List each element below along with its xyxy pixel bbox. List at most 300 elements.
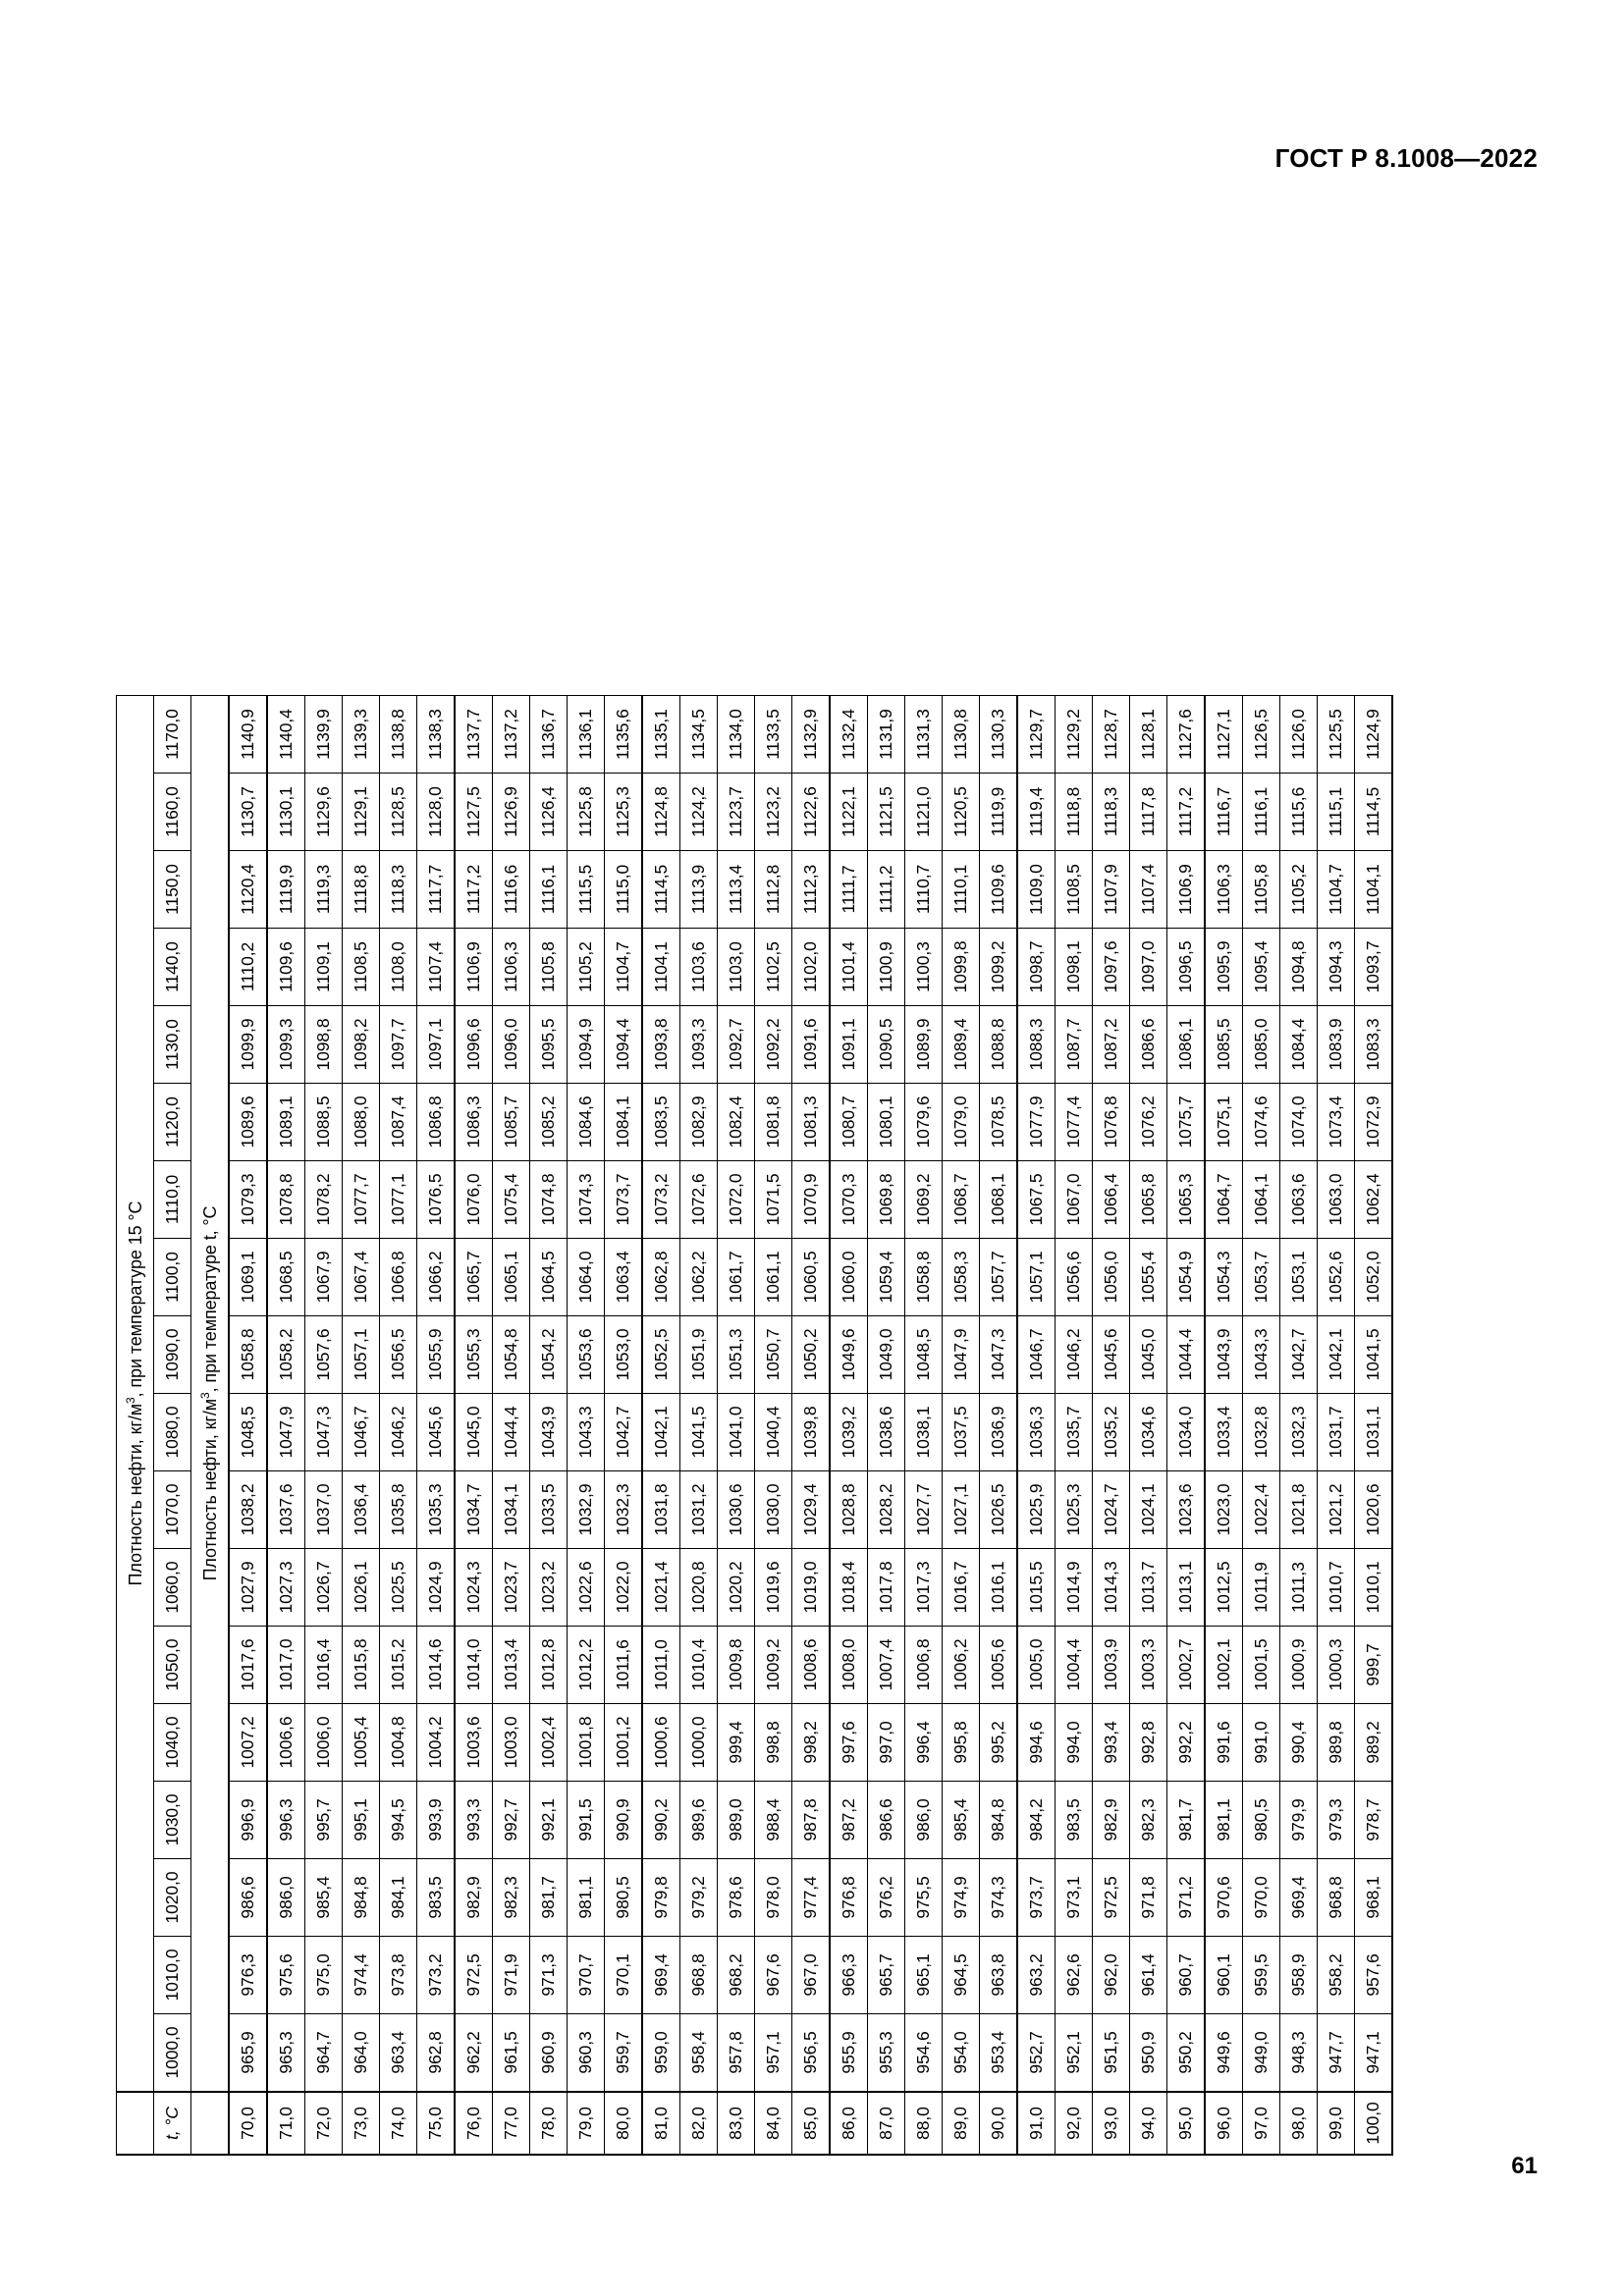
- density-cell: 993,4: [1093, 1704, 1130, 1782]
- density-cell: 1010,4: [680, 1627, 718, 1704]
- density-cell: 1016,4: [305, 1627, 343, 1704]
- density-cell: 990,4: [1280, 1704, 1318, 1782]
- density-cell: 981,7: [1167, 1782, 1206, 1859]
- density-column-header: 1110,0: [154, 1161, 191, 1239]
- density-cell: 991,5: [568, 1782, 605, 1859]
- density-cell: 1115,5: [568, 851, 605, 929]
- density-cell: 1023,6: [1167, 1471, 1206, 1549]
- density-cell: 1087,7: [1056, 1006, 1093, 1084]
- density-cell: 1063,4: [605, 1239, 643, 1316]
- density-cell: 981,1: [568, 1859, 605, 1937]
- density-cell: 1045,0: [1130, 1316, 1167, 1394]
- density-cell: 1004,8: [380, 1704, 417, 1782]
- density-cell: 1020,2: [718, 1549, 755, 1627]
- density-cell: 1054,8: [493, 1316, 530, 1394]
- density-cell: 1039,8: [792, 1394, 831, 1471]
- density-cell: 1017,8: [868, 1549, 905, 1627]
- density-cell: 960,3: [568, 2014, 605, 2093]
- density-cell: 1107,9: [1093, 851, 1130, 929]
- density-cell: 1135,6: [605, 696, 643, 774]
- density-cell: 1066,2: [417, 1239, 456, 1316]
- table-row: [305, 696, 343, 2156]
- density-column-header: 1100,0: [154, 1239, 191, 1316]
- density-cell: 1139,3: [343, 696, 380, 774]
- density-cell: 1013,7: [1130, 1549, 1167, 1627]
- density-cell: 950,2: [1167, 2014, 1206, 2093]
- density-cell: 1037,6: [267, 1471, 305, 1549]
- density-cell: 968,2: [718, 1937, 755, 2014]
- density-cell: 1001,8: [568, 1704, 605, 1782]
- temperature-cell: 97,0: [1243, 2092, 1280, 2155]
- density-cell: 1068,5: [267, 1239, 305, 1316]
- table-head: [117, 696, 230, 2156]
- density-cell: 1002,1: [1205, 1627, 1243, 1704]
- density-cell: 1001,2: [605, 1704, 643, 1782]
- density-cell: 1017,6: [229, 1627, 267, 1704]
- group-header-spacer: [191, 2092, 230, 2155]
- density-cell: 968,1: [1355, 1859, 1393, 1937]
- density-cell: 1057,7: [980, 1239, 1018, 1316]
- density-cell: 984,2: [1017, 1782, 1056, 1859]
- density-cell: 1105,8: [1243, 851, 1280, 929]
- temperature-cell: 99,0: [1318, 2092, 1355, 2155]
- density-cell: 994,0: [1056, 1704, 1093, 1782]
- density-cell: 961,4: [1130, 1937, 1167, 2014]
- density-cell: 1017,3: [905, 1549, 943, 1627]
- density-cell: 1065,3: [1167, 1161, 1206, 1239]
- table-row: [267, 696, 305, 2156]
- density-column-header: 1000,0: [154, 2014, 191, 2093]
- density-cell: 1014,9: [1056, 1549, 1093, 1627]
- density-column-header: 1050,0: [154, 1627, 191, 1704]
- density-cell: 1052,6: [1318, 1239, 1355, 1316]
- density-cell: 958,2: [1318, 1937, 1355, 2014]
- density-column-header: 1080,0: [154, 1394, 191, 1471]
- density-cell: 966,3: [830, 1937, 868, 2014]
- density-cell: 964,5: [943, 1937, 980, 2014]
- density-cell: 1091,6: [792, 1006, 831, 1084]
- density-cell: 1089,6: [229, 1084, 267, 1161]
- density-cell: 1135,1: [642, 696, 680, 774]
- density-cell: 1104,7: [1318, 851, 1355, 929]
- density-cell: 1116,6: [493, 851, 530, 929]
- density-cell: 1096,6: [455, 1006, 493, 1084]
- density-cell: 1070,3: [830, 1161, 868, 1239]
- density-cell: 986,6: [868, 1782, 905, 1859]
- density-cell: 1112,3: [792, 851, 831, 929]
- temperature-cell: 87,0: [868, 2092, 905, 2155]
- density-cell: 1066,8: [380, 1239, 417, 1316]
- density-cell: 1034,7: [455, 1471, 493, 1549]
- density-cell: 973,7: [1017, 1859, 1056, 1937]
- density-cell: 1074,3: [568, 1161, 605, 1239]
- density-cell: 1036,3: [1017, 1394, 1056, 1471]
- density-cell: 997,6: [830, 1704, 868, 1782]
- density-cell: 1090,5: [868, 1006, 905, 1084]
- density-cell: 1138,3: [417, 696, 456, 774]
- density-cell: 1002,4: [530, 1704, 568, 1782]
- density-cell: 1129,6: [305, 774, 343, 851]
- temperature-cell: 76,0: [455, 2092, 493, 2155]
- density-cell: 1088,0: [343, 1084, 380, 1161]
- table-row: [1056, 696, 1093, 2156]
- density-cell: 965,3: [267, 2014, 305, 2093]
- density-cell: 1067,0: [1056, 1161, 1093, 1239]
- density-cell: 1140,4: [267, 696, 305, 774]
- density-cell: 958,9: [1280, 1937, 1318, 2014]
- density-cell: 1063,0: [1318, 1161, 1355, 1239]
- temperature-cell: 82,0: [680, 2092, 718, 2155]
- density-column-header: 1160,0: [154, 774, 191, 851]
- density-cell: 1126,4: [530, 774, 568, 851]
- table-row: [680, 696, 718, 2156]
- temperature-cell: 73,0: [343, 2092, 380, 2155]
- density-cell: 1025,9: [1017, 1471, 1056, 1549]
- density-cell: 1009,2: [755, 1627, 792, 1704]
- density-cell: 1097,0: [1130, 929, 1167, 1006]
- density-cell: 1118,8: [343, 851, 380, 929]
- density-cell: 1109,6: [980, 851, 1018, 929]
- density-cell: 1095,9: [1205, 929, 1243, 1006]
- temperature-cell: 75,0: [417, 2092, 456, 2155]
- density-cell: 1028,8: [830, 1471, 868, 1549]
- density-cell: 1108,5: [343, 929, 380, 1006]
- density-cell: 1089,4: [943, 1006, 980, 1084]
- density-cell: 964,7: [305, 2014, 343, 2093]
- table-row: [1205, 696, 1243, 2156]
- density-cell: 1114,5: [1355, 774, 1393, 851]
- density-cell: 1064,1: [1243, 1161, 1280, 1239]
- density-cell: 1020,6: [1355, 1471, 1393, 1549]
- density-cell: 1088,8: [980, 1006, 1018, 1084]
- density-cell: 959,0: [642, 2014, 680, 2093]
- table-body: [229, 696, 1392, 2156]
- density-cell: 954,6: [905, 2014, 943, 2093]
- density-cell: 996,3: [267, 1782, 305, 1859]
- density-cell: 982,9: [1093, 1782, 1130, 1859]
- density-cell: 978,7: [1355, 1782, 1393, 1859]
- table-row: [493, 696, 530, 2156]
- density-cell: 1085,0: [1243, 1006, 1280, 1084]
- table-row: [417, 696, 456, 2156]
- density-cell: 1028,2: [868, 1471, 905, 1549]
- density-cell: 1037,5: [943, 1394, 980, 1471]
- density-cell: 976,8: [830, 1859, 868, 1937]
- density-cell: 1126,9: [493, 774, 530, 851]
- density-cell: 1057,6: [305, 1316, 343, 1394]
- density-cell: 1047,3: [305, 1394, 343, 1471]
- density-cell: 1021,8: [1280, 1471, 1318, 1549]
- density-cell: 1100,3: [905, 929, 943, 1006]
- density-cell: 1117,2: [455, 851, 493, 929]
- density-cell: 1042,7: [605, 1394, 643, 1471]
- density-cell: 1134,5: [680, 696, 718, 774]
- density-cell: 1082,9: [680, 1084, 718, 1161]
- density-cell: 1096,5: [1167, 929, 1206, 1006]
- density-cell: 986,0: [905, 1782, 943, 1859]
- density-cell: 1106,3: [1205, 851, 1243, 929]
- density-cell: 975,0: [305, 1937, 343, 2014]
- density-cell: 1015,8: [343, 1627, 380, 1704]
- density-cell: 1010,7: [1318, 1549, 1355, 1627]
- density-cell: 992,7: [493, 1782, 530, 1859]
- density-cell: 1123,2: [755, 774, 792, 851]
- density-cell: 949,0: [1243, 2014, 1280, 2093]
- density-cell: 978,6: [718, 1859, 755, 1937]
- density-cell: 1124,9: [1355, 696, 1393, 774]
- density-cell: 1069,1: [229, 1239, 267, 1316]
- density-cell: 1093,3: [680, 1006, 718, 1084]
- density-cell: 952,7: [1017, 2014, 1056, 2093]
- table-row: [718, 696, 755, 2156]
- density-cell: 984,1: [380, 1859, 417, 1937]
- density-cell: 1123,7: [718, 774, 755, 851]
- density-cell: 1035,7: [1056, 1394, 1093, 1471]
- density-cell: 993,9: [417, 1782, 456, 1859]
- density-cell: 1133,5: [755, 696, 792, 774]
- density-cell: 1005,6: [980, 1627, 1018, 1704]
- density-cell: 1049,0: [868, 1316, 905, 1394]
- density-cell: 950,9: [1130, 2014, 1167, 2093]
- density-cell: 974,9: [943, 1859, 980, 1937]
- density-cell: 999,4: [718, 1704, 755, 1782]
- density-cell: 962,8: [417, 2014, 456, 2093]
- density-cell: 1014,3: [1093, 1549, 1130, 1627]
- density-cell: 1005,4: [343, 1704, 380, 1782]
- density-cell: 1038,2: [229, 1471, 267, 1549]
- density-cell: 1066,4: [1093, 1161, 1130, 1239]
- density-cell: 1111,7: [830, 851, 868, 929]
- density-cell: 1130,1: [267, 774, 305, 851]
- density-cell: 1102,5: [755, 929, 792, 1006]
- density-cell: 971,8: [1130, 1859, 1167, 1937]
- density-cell: 1029,4: [792, 1471, 831, 1549]
- density-cell: 1021,4: [642, 1549, 680, 1627]
- density-cell: 1072,0: [718, 1161, 755, 1239]
- density-cell: 1027,9: [229, 1549, 267, 1627]
- density-cell: 992,8: [1130, 1704, 1167, 1782]
- density-cell: 1077,9: [1017, 1084, 1056, 1161]
- group-header-t-prefix: Плотность нефти, кг/м: [200, 1398, 220, 1581]
- density-column-header: 1140,0: [154, 929, 191, 1006]
- density-cell: 981,7: [530, 1859, 568, 1937]
- density-cell: 1063,6: [1280, 1161, 1318, 1239]
- density-cell: 1127,6: [1167, 696, 1206, 774]
- density-cell: 1011,9: [1243, 1549, 1280, 1627]
- temperature-cell: 83,0: [718, 2092, 755, 2155]
- density-cell: 1053,7: [1243, 1239, 1280, 1316]
- density-cell: 1048,5: [229, 1394, 267, 1471]
- table-row: [530, 696, 568, 2156]
- density-cell: 1084,6: [568, 1084, 605, 1161]
- density-cell: 1046,7: [343, 1394, 380, 1471]
- density-cell: 979,3: [1318, 1782, 1355, 1859]
- density-cell: 1052,0: [1355, 1239, 1393, 1316]
- density-cell: 1086,8: [417, 1084, 456, 1161]
- density-cell: 1061,1: [755, 1239, 792, 1316]
- density-cell: 959,7: [605, 2014, 643, 2093]
- density-cell: 1053,1: [1280, 1239, 1318, 1316]
- group-header-15-sup: 3: [124, 1397, 137, 1404]
- density-cell: 1125,3: [605, 774, 643, 851]
- density-table: [116, 695, 1393, 2156]
- density-cell: 1098,1: [1056, 929, 1093, 1006]
- density-cell: 956,5: [792, 2014, 831, 2093]
- density-cell: 1068,1: [980, 1161, 1018, 1239]
- density-cell: 998,8: [755, 1704, 792, 1782]
- density-cell: 1121,5: [868, 774, 905, 851]
- density-cell: 1067,9: [305, 1239, 343, 1316]
- density-cell: 1095,4: [1243, 929, 1280, 1006]
- density-cell: 1058,8: [905, 1239, 943, 1316]
- density-cell: 1057,1: [343, 1316, 380, 1394]
- density-cell: 1074,0: [1280, 1084, 1318, 1161]
- rotated-table-container: [116, 695, 1393, 2156]
- density-cell: 1105,2: [1280, 851, 1318, 929]
- density-cell: 988,4: [755, 1782, 792, 1859]
- density-cell: 1012,5: [1205, 1549, 1243, 1627]
- density-cell: 1075,1: [1205, 1084, 1243, 1161]
- density-cell: 1047,9: [267, 1394, 305, 1471]
- density-cell: 1058,2: [267, 1316, 305, 1394]
- density-cell: 963,8: [980, 1937, 1018, 2014]
- density-cell: 967,6: [755, 1937, 792, 2014]
- density-cell: 1117,2: [1167, 774, 1206, 851]
- density-cell: 976,3: [229, 1937, 267, 2014]
- density-cell: 972,5: [1093, 1859, 1130, 1937]
- density-cell: 963,2: [1017, 1937, 1056, 2014]
- temperature-cell: 93,0: [1093, 2092, 1130, 2155]
- density-cell: 1099,3: [267, 1006, 305, 1084]
- density-cell: 1102,0: [792, 929, 831, 1006]
- density-cell: 1032,9: [568, 1471, 605, 1549]
- density-cell: 1111,2: [868, 851, 905, 929]
- density-cell: 1054,2: [530, 1316, 568, 1394]
- density-cell: 954,0: [943, 2014, 980, 2093]
- document-header-standard: ГОСТ Р 8.1008—2022: [1274, 143, 1538, 173]
- density-cell: 967,0: [792, 1937, 831, 2014]
- density-cell: 1014,6: [417, 1627, 456, 1704]
- density-cell: 957,1: [755, 2014, 792, 2093]
- temp-column-header-label: t, °С: [162, 2107, 182, 2140]
- density-cell: 1094,4: [605, 1006, 643, 1084]
- table-row: [1130, 696, 1167, 2156]
- density-cell: 1045,0: [455, 1394, 493, 1471]
- density-cell: 951,5: [1093, 2014, 1130, 2093]
- density-cell: 1120,4: [229, 851, 267, 929]
- density-cell: 1045,6: [1093, 1316, 1130, 1394]
- group-header-spacer: [117, 2092, 154, 2155]
- density-column-header: 1060,0: [154, 1549, 191, 1627]
- density-cell: 955,3: [868, 2014, 905, 2093]
- density-cell: 1105,8: [530, 929, 568, 1006]
- density-cell: 997,0: [868, 1704, 905, 1782]
- group-header-row-15: [117, 696, 154, 2156]
- density-cell: 1017,0: [267, 1627, 305, 1704]
- density-cell: 1047,3: [980, 1316, 1018, 1394]
- density-cell: 1038,1: [905, 1394, 943, 1471]
- density-cell: 975,5: [905, 1859, 943, 1937]
- density-cell: 1129,1: [343, 774, 380, 851]
- density-cell: 1086,3: [455, 1084, 493, 1161]
- density-cell: 1036,4: [343, 1471, 380, 1549]
- density-cell: 1109,6: [267, 929, 305, 1006]
- density-cell: 965,1: [905, 1937, 943, 2014]
- density-cell: 1058,3: [943, 1239, 980, 1316]
- density-cell: 1006,2: [943, 1627, 980, 1704]
- temp-column-header: [154, 2092, 191, 2155]
- density-cell: 1078,5: [980, 1084, 1018, 1161]
- density-cell: 1098,8: [305, 1006, 343, 1084]
- density-cell: 1005,0: [1017, 1627, 1056, 1704]
- density-cell: 1053,6: [568, 1316, 605, 1394]
- density-cell: 1024,1: [1130, 1471, 1167, 1549]
- table-row: [1355, 696, 1393, 2156]
- density-cell: 1139,9: [305, 696, 343, 774]
- density-cell: 1025,5: [380, 1549, 417, 1627]
- temperature-cell: 86,0: [830, 2092, 868, 2155]
- density-cell: 1118,3: [380, 851, 417, 929]
- density-cell: 1009,8: [718, 1627, 755, 1704]
- density-cell: 1093,7: [1355, 929, 1393, 1006]
- density-cell: 949,6: [1205, 2014, 1243, 2093]
- density-cell: 1035,2: [1093, 1394, 1130, 1471]
- density-cell: 981,1: [1205, 1782, 1243, 1859]
- density-cell: 1128,0: [417, 774, 456, 851]
- density-cell: 1099,9: [229, 1006, 267, 1084]
- density-cell: 1008,0: [830, 1627, 868, 1704]
- density-cell: 1054,9: [1167, 1239, 1206, 1316]
- density-cell: 1049,6: [830, 1316, 868, 1394]
- density-cell: 1130,7: [229, 774, 267, 851]
- table-row: [229, 696, 267, 2156]
- density-cell: 1024,9: [417, 1549, 456, 1627]
- density-cell: 1048,5: [905, 1316, 943, 1394]
- density-cell: 995,8: [943, 1704, 980, 1782]
- density-cell: 1096,0: [493, 1006, 530, 1084]
- density-cell: 1023,0: [1205, 1471, 1243, 1549]
- density-cell: 993,3: [455, 1782, 493, 1859]
- temperature-cell: 92,0: [1056, 2092, 1093, 2155]
- density-cell: 998,2: [792, 1704, 831, 1782]
- density-cell: 989,0: [718, 1782, 755, 1859]
- density-cell: 983,5: [417, 1859, 456, 1937]
- density-cell: 1089,1: [267, 1084, 305, 1161]
- density-cell: 1069,2: [905, 1161, 943, 1239]
- group-header-15: [117, 696, 154, 2093]
- density-cell: 1116,1: [1243, 774, 1280, 851]
- density-cell: 996,4: [905, 1704, 943, 1782]
- table-row: [868, 696, 905, 2156]
- density-cell: 1088,3: [1017, 1006, 1056, 1084]
- density-cell: 957,6: [1355, 1937, 1393, 2014]
- density-cell: 1021,2: [1318, 1471, 1355, 1549]
- density-cell: 1053,0: [605, 1316, 643, 1394]
- density-cell: 1087,2: [1093, 1006, 1130, 1084]
- density-column-header: 1070,0: [154, 1471, 191, 1549]
- temperature-cell: 95,0: [1167, 2092, 1206, 2155]
- density-cell: 970,6: [1205, 1859, 1243, 1937]
- density-cell: 1113,9: [680, 851, 718, 929]
- density-cell: 1080,7: [830, 1084, 868, 1161]
- density-cell: 1023,7: [493, 1549, 530, 1627]
- density-cell: 1132,9: [792, 696, 831, 774]
- density-cell: 1100,9: [868, 929, 905, 1006]
- density-cell: 1085,7: [493, 1084, 530, 1161]
- density-cell: 1020,8: [680, 1549, 718, 1627]
- density-cell: 991,0: [1243, 1704, 1280, 1782]
- density-cell: 1070,9: [792, 1161, 831, 1239]
